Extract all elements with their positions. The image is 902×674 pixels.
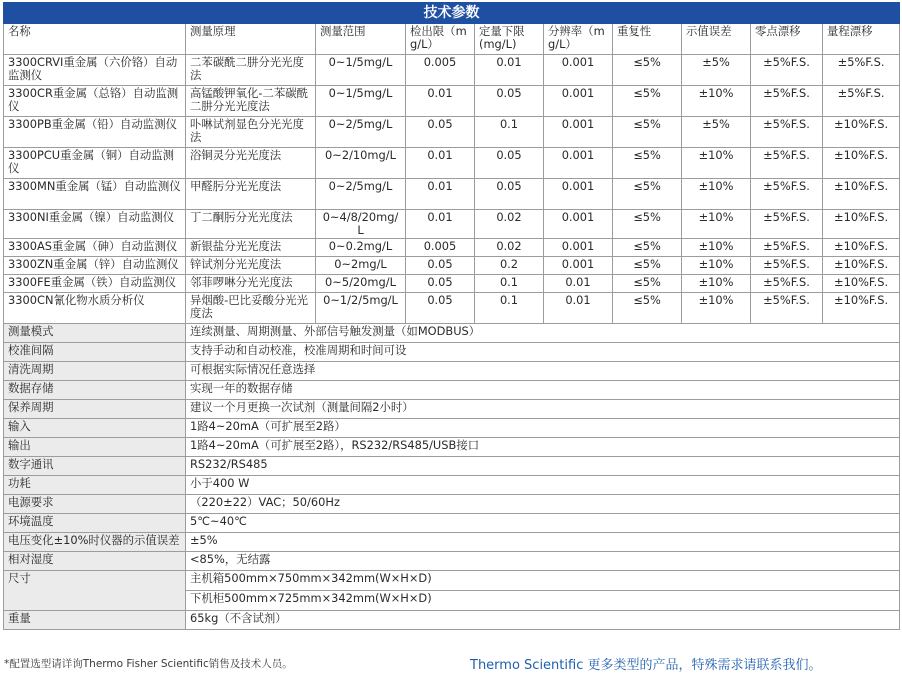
table-row [4, 293, 900, 324]
spec-value: 65kg（不含试剂） [186, 611, 900, 630]
spec-value: 下机柜500mm×725mm×342mm(W×H×D) [186, 591, 900, 611]
table-cell: 0.05 [406, 117, 475, 148]
table-cell: 0.005 [406, 55, 475, 86]
column-header: 示值误差 [682, 24, 751, 55]
table-cell: 0~1/2/5mg/L [316, 293, 406, 324]
table-cell: ≤5% [613, 293, 682, 324]
table-cell: 0.001 [544, 210, 613, 239]
table-cell: ±10%F.S. [823, 210, 900, 239]
table-cell: ±10% [682, 239, 751, 257]
table-cell: 浴铜灵分光光度法 [186, 148, 316, 179]
spec-value: 1路4~20mA（可扩展至2路） [186, 419, 900, 438]
spec-row [4, 324, 900, 343]
table-cell: ±10%F.S. [823, 275, 900, 293]
table-cell: 0~2/5mg/L [316, 117, 406, 148]
spec-row [4, 611, 900, 630]
column-header: 测量原理 [186, 24, 316, 55]
spec-value: 主机箱500mm×750mm×342mm(W×H×D) [186, 571, 900, 591]
spec-label: 环境温度 [4, 514, 186, 533]
table-cell: ≤5% [613, 210, 682, 239]
table-cell: 0.01 [544, 275, 613, 293]
table-row [4, 55, 900, 86]
column-header: 零点漂移 [751, 24, 823, 55]
table-cell: 0.01 [406, 148, 475, 179]
spec-label: 输出 [4, 438, 186, 457]
table-cell: 0.1 [475, 117, 544, 148]
tech-params-table [3, 2, 900, 630]
table-cell: 0.1 [475, 275, 544, 293]
product-name-cell: 3300CRVI重金属（六价铬）自动监测仪 [4, 55, 186, 86]
table-cell: ±10%F.S. [823, 293, 900, 324]
spec-row [4, 362, 900, 381]
table-cell: ±5%F.S. [823, 55, 900, 86]
table-cell: ±10%F.S. [823, 239, 900, 257]
table-cell: 甲醛肟分光光度法 [186, 179, 316, 210]
table-cell: ±5%F.S. [751, 117, 823, 148]
table-cell: ±10%F.S. [823, 148, 900, 179]
spec-label: 尺寸 [4, 571, 186, 611]
table-cell: 0.2 [475, 257, 544, 275]
table-cell: 0.001 [544, 117, 613, 148]
spec-label: 保养周期 [4, 400, 186, 419]
spec-value: 小于400 W [186, 476, 900, 495]
table-cell: 0~5/20mg/L [316, 275, 406, 293]
spec-value: RS232/RS485 [186, 457, 900, 476]
table-cell: 0.001 [544, 148, 613, 179]
table-cell: 0.001 [544, 55, 613, 86]
table-row [4, 257, 900, 275]
spec-label: 数字通讯 [4, 457, 186, 476]
table-cell: ±5%F.S. [751, 257, 823, 275]
table-cell: ≤5% [613, 55, 682, 86]
column-header: 测量范围 [316, 24, 406, 55]
spec-label: 功耗 [4, 476, 186, 495]
table-cell: ±10%F.S. [823, 117, 900, 148]
product-name-cell: 3300PB重金属（铅）自动监测仪 [4, 117, 186, 148]
spec-row [4, 457, 900, 476]
spec-label: 相对湿度 [4, 552, 186, 571]
table-cell: 0.001 [544, 179, 613, 210]
table-cell: ±5%F.S. [751, 148, 823, 179]
spec-row [4, 476, 900, 495]
table-cell: 0~4/8/20mg/L [316, 210, 406, 239]
footer-tagline: Thermo Scientific 更多类型的产品，特殊需求请联系我们。 [470, 658, 822, 673]
table-cell: ±5%F.S. [751, 275, 823, 293]
product-name-cell: 3300CN氰化物水质分析仪 [4, 293, 186, 324]
column-header: 分辨率（mg/L） [544, 24, 613, 55]
product-name-cell: 3300FE重金属（铁）自动监测仪 [4, 275, 186, 293]
spec-label: 测量模式 [4, 324, 186, 343]
spec-row [4, 552, 900, 571]
table-cell: 0.05 [475, 86, 544, 117]
table-title: 技术参数 [4, 3, 900, 24]
table-cell: ±10% [682, 275, 751, 293]
table-row [4, 275, 900, 293]
table-cell: ±10% [682, 293, 751, 324]
header-row [4, 24, 900, 55]
table-cell: 0~2mg/L [316, 257, 406, 275]
table-cell: ≤5% [613, 179, 682, 210]
table-cell: ±10%F.S. [823, 179, 900, 210]
spec-label: 电源要求 [4, 495, 186, 514]
table-cell: 0.02 [475, 239, 544, 257]
product-name-cell: 3300ZN重金属（锌）自动监测仪 [4, 257, 186, 275]
spec-value: 支持手动和自动校准，校准周期和时间可设 [186, 343, 900, 362]
table-cell: 0.01 [406, 179, 475, 210]
table-cell: 0~2/10mg/L [316, 148, 406, 179]
product-name-cell: 3300PCU重金属（铜）自动监测仪 [4, 148, 186, 179]
table-cell: 高锰酸钾氧化-二苯碳酰二肼分光光度法 [186, 86, 316, 117]
table-cell: 0~2/5mg/L [316, 179, 406, 210]
table-cell: 0.01 [475, 55, 544, 86]
table-cell: ≤5% [613, 148, 682, 179]
column-header: 名称 [4, 24, 186, 55]
table-cell: ±10% [682, 257, 751, 275]
table-row [4, 117, 900, 148]
table-cell: ±5%F.S. [751, 86, 823, 117]
table-cell: ±5%F.S. [823, 86, 900, 117]
table-cell: 二苯碳酰二肼分光光度法 [186, 55, 316, 86]
table-cell: ≤5% [613, 117, 682, 148]
table-row [4, 210, 900, 239]
table-cell: ±5%F.S. [751, 210, 823, 239]
table-cell: 0.01 [406, 86, 475, 117]
spec-label: 电压变化±10%时仪器的示值误差 [4, 533, 186, 552]
product-name-cell: 3300AS重金属（砷）自动监测仪 [4, 239, 186, 257]
spec-label: 输入 [4, 419, 186, 438]
table-cell: 新银盐分光光度法 [186, 239, 316, 257]
spec-row [4, 533, 900, 552]
spec-value: 可根据实际情况任意选择 [186, 362, 900, 381]
table-cell: 0~1/5mg/L [316, 55, 406, 86]
spec-value: ±5% [186, 533, 900, 552]
table-cell: 0~0.2mg/L [316, 239, 406, 257]
table-row [4, 86, 900, 117]
table-cell: 0.01 [544, 293, 613, 324]
spec-value: 建议一个月更换一次试剂（测量间隔2小时） [186, 400, 900, 419]
column-header: 量程漂移 [823, 24, 900, 55]
spec-label: 校准间隔 [4, 343, 186, 362]
table-cell: 0.02 [475, 210, 544, 239]
table-cell: ≤5% [613, 86, 682, 117]
footnote: *配置选型请详询Thermo Fisher Scientific销售及技术人员。 [4, 658, 293, 670]
table-cell: ±10%F.S. [823, 257, 900, 275]
table-cell: 邻菲啰啉分光光度法 [186, 275, 316, 293]
spec-row [4, 419, 900, 438]
spec-value: <85%，无结露 [186, 552, 900, 571]
table-cell: ±10% [682, 86, 751, 117]
table-cell: ≤5% [613, 257, 682, 275]
spec-sheet [3, 2, 899, 630]
table-cell: 卟啉试剂显色分光光度法 [186, 117, 316, 148]
table-cell: 0.05 [475, 148, 544, 179]
table-cell: 0.05 [406, 257, 475, 275]
table-cell: 0.01 [406, 210, 475, 239]
column-header: 重复性 [613, 24, 682, 55]
product-name-cell: 3300MN重金属（锰）自动监测仪 [4, 179, 186, 210]
table-cell: ±10% [682, 210, 751, 239]
table-row [4, 239, 900, 257]
spec-label: 数据存储 [4, 381, 186, 400]
spec-label: 重量 [4, 611, 186, 630]
spec-row [4, 400, 900, 419]
spec-row [4, 514, 900, 533]
spec-row [4, 438, 900, 457]
table-cell: ±10% [682, 148, 751, 179]
spec-row [4, 381, 900, 400]
spec-value: 实现一年的数据存储 [186, 381, 900, 400]
spec-row [4, 571, 900, 591]
spec-value: 连续测量、周期测量、外部信号触发测量（如MODBUS） [186, 324, 900, 343]
table-cell: 0.1 [475, 293, 544, 324]
table-cell: ±10% [682, 179, 751, 210]
table-cell: ±5%F.S. [751, 179, 823, 210]
table-cell: ±5%F.S. [751, 239, 823, 257]
table-cell: ±5% [682, 117, 751, 148]
product-name-cell: 3300NI重金属（镍）自动监测仪 [4, 210, 186, 239]
table-cell: 0.05 [475, 179, 544, 210]
product-name-cell: 3300CR重金属（总铬）自动监测仪 [4, 86, 186, 117]
table-cell: 0~1/5mg/L [316, 86, 406, 117]
table-cell: ≤5% [613, 275, 682, 293]
table-cell: ≤5% [613, 239, 682, 257]
column-header: 检出限（mg/L） [406, 24, 475, 55]
table-cell: ±5% [682, 55, 751, 86]
table-cell: 0.005 [406, 239, 475, 257]
table-cell: 丁二酮肟分光光度法 [186, 210, 316, 239]
table-cell: ±5%F.S. [751, 293, 823, 324]
table-cell: 0.05 [406, 275, 475, 293]
table-row [4, 179, 900, 210]
column-header: 定量下限(mg/L) [475, 24, 544, 55]
spec-row [4, 495, 900, 514]
table-cell: 0.05 [406, 293, 475, 324]
table-cell: 0.001 [544, 86, 613, 117]
spec-row [4, 343, 900, 362]
table-cell: ±5%F.S. [751, 55, 823, 86]
table-cell: 异烟酸-巴比妥酸分光光度法 [186, 293, 316, 324]
spec-value: （220±22）VAC；50/60Hz [186, 495, 900, 514]
spec-label: 清洗周期 [4, 362, 186, 381]
table-cell: 0.001 [544, 257, 613, 275]
spec-value: 1路4~20mA（可扩展至2路），RS232/RS485/USB接口 [186, 438, 900, 457]
table-cell: 0.001 [544, 239, 613, 257]
spec-value: 5℃~40℃ [186, 514, 900, 533]
table-cell: 锌试剂分光光度法 [186, 257, 316, 275]
table-row [4, 148, 900, 179]
